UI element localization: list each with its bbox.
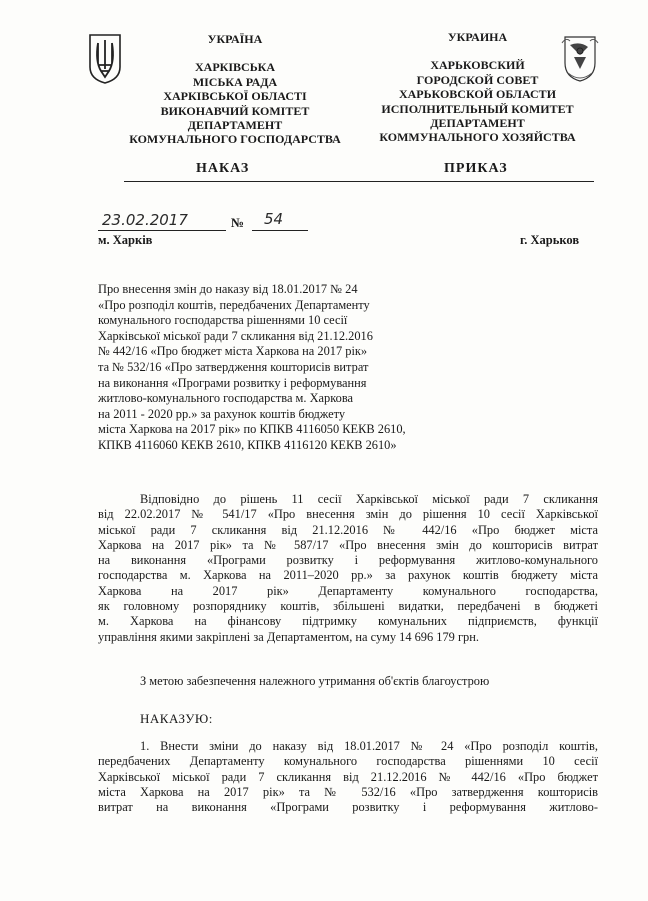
subject-line: та № 532/16 «Про затвердження кошторисів витрат bbox=[98, 359, 369, 374]
text-line: управління якими закріплені за Департаментом, на суму 14 696 179 грн. bbox=[98, 629, 479, 644]
text-line: як головному розпоряднику коштів, збільшені видатки, передбачені в бюджеті bbox=[98, 599, 598, 614]
subject-line: міста Харкова на 2017 рік» по КПКВ 4116050 КЕКВ 2610, bbox=[98, 422, 406, 437]
number-sign: № bbox=[231, 215, 245, 230]
org-line: ДЕПАРТАМЕНТ bbox=[187, 118, 283, 133]
date-underline bbox=[98, 230, 226, 231]
text-line: міської ради 7 скликання від 21.12.2016 № 442/16 «Про бюджет міста bbox=[98, 522, 598, 537]
subject-line: «Про розподіл коштів, передбачених Департаменту bbox=[98, 297, 370, 312]
org-line: ГОРОДСКОЙ СОВЕТ bbox=[416, 72, 539, 87]
handwritten-number: 54 bbox=[264, 210, 284, 228]
text-line: Харкова на 2017 рік» Департаменту комунального господарства, bbox=[98, 583, 598, 598]
text-line: Харківської міської ради 7 скликання від 21.12.2016 № 442/16 «Про бюджет bbox=[98, 769, 598, 784]
org-line: МІСЬКА РАДА bbox=[192, 74, 278, 89]
text-line: передбачених Департаменту комунального господарства рішеннями 10 сесії bbox=[98, 754, 598, 769]
subject-line: Про внесення змін до наказу від 18.01.2017 № 24 bbox=[98, 282, 358, 296]
number-underline bbox=[252, 230, 308, 231]
text-line: міста Харкова на 2017 рік» та № 532/16 «Про затвердження кошторисів bbox=[98, 784, 598, 799]
org-line: ХАРКІВСЬКОЇ ОБЛАСТІ bbox=[163, 89, 307, 104]
org-line: КОММУНАЛЬНОГО ХОЗЯЙСТВА bbox=[379, 130, 576, 145]
subject-line: комунального господарства рішеннями 10 сесії bbox=[98, 313, 348, 328]
text-line: витрат на виконання «Програми розвитку і реформування житлово- bbox=[98, 800, 598, 815]
paragraph-purpose: З метою забезпечення належного утримання об'єктів благоустрою bbox=[140, 674, 490, 688]
order-label-ua: НАКАЗ bbox=[196, 161, 250, 176]
org-line: КОМУНАЛЬНОГО ГОСПОДАРСТВА bbox=[129, 132, 341, 147]
order-underline bbox=[124, 181, 594, 182]
paragraph-item-1 bbox=[98, 739, 598, 815]
text-line: господарства м. Харкова на 2011–2020 рр.» за рахунок коштів бюджету міста bbox=[98, 568, 598, 583]
text-line: від 22.02.2017 № 541/17 «Про внесення змін до рішення 10 сесії Харківської bbox=[98, 507, 598, 522]
order-word: НАКАЗУЮ: bbox=[140, 711, 213, 726]
org-line: ИСПОЛНИТЕЛЬНЫЙ КОМИТЕТ bbox=[381, 101, 574, 116]
org-line: ДЕПАРТАМЕНТ bbox=[430, 116, 525, 131]
text-line: 1. Внести зміни до наказу від 18.01.2017 № 24 «Про розподіл коштів, bbox=[140, 739, 598, 753]
order-label-ru: ПРИКАЗ bbox=[444, 161, 508, 176]
subject-line: КПКВ 4116060 КЕКВ 2610, КПКВ 4116120 КЕКВ 2610» bbox=[98, 437, 397, 452]
header-right bbox=[370, 30, 585, 145]
country-ua: УКРАЇНА bbox=[207, 32, 263, 46]
paragraph-basis bbox=[98, 492, 598, 645]
city-ua: м. Харків bbox=[98, 233, 153, 247]
subject-line: на виконання «Програми розвитку і реформування bbox=[98, 375, 367, 390]
subject-line: житлово-комунального господарства м. Харкова bbox=[98, 391, 354, 406]
org-line: ВИКОНАВЧИЙ КОМІТЕТ bbox=[160, 103, 310, 118]
org-line: ХАРЬКОВСКОЙ ОБЛАСТИ bbox=[398, 87, 557, 102]
header-left bbox=[110, 32, 360, 147]
subject-line: Харківської міської ради 7 скликання від 21.12.2016 bbox=[98, 328, 373, 343]
subject-line: на 2011 - 2020 рр.» за рахунок коштів бюджету bbox=[98, 406, 346, 421]
country-ru: УКРАИНА bbox=[447, 30, 508, 44]
text-line: Харкова на 2017 рік» та № 587/17 «Про внесення змін до кошторисів витрат bbox=[98, 537, 598, 552]
org-line: ХАРЬКОВСКИЙ bbox=[430, 58, 525, 73]
org-line: ХАРКІВСЬКА bbox=[194, 60, 275, 75]
text-line: м. Харкова на фінансову підтримку комунальних підприємств, функції bbox=[98, 614, 598, 629]
text-line: на виконання «Програми розвитку і реформування житлово-комунального bbox=[98, 553, 598, 568]
subject-line: № 442/16 «Про бюджет міста Харкова на 2017 рік» bbox=[98, 344, 368, 359]
text-line: Відповідно до рішень 11 сесії Харківської міської ради 7 скликання bbox=[140, 492, 598, 506]
city-ru: г. Харьков bbox=[520, 233, 580, 247]
subject-block bbox=[98, 282, 406, 454]
handwritten-date: 23.02.2017 bbox=[102, 211, 188, 229]
